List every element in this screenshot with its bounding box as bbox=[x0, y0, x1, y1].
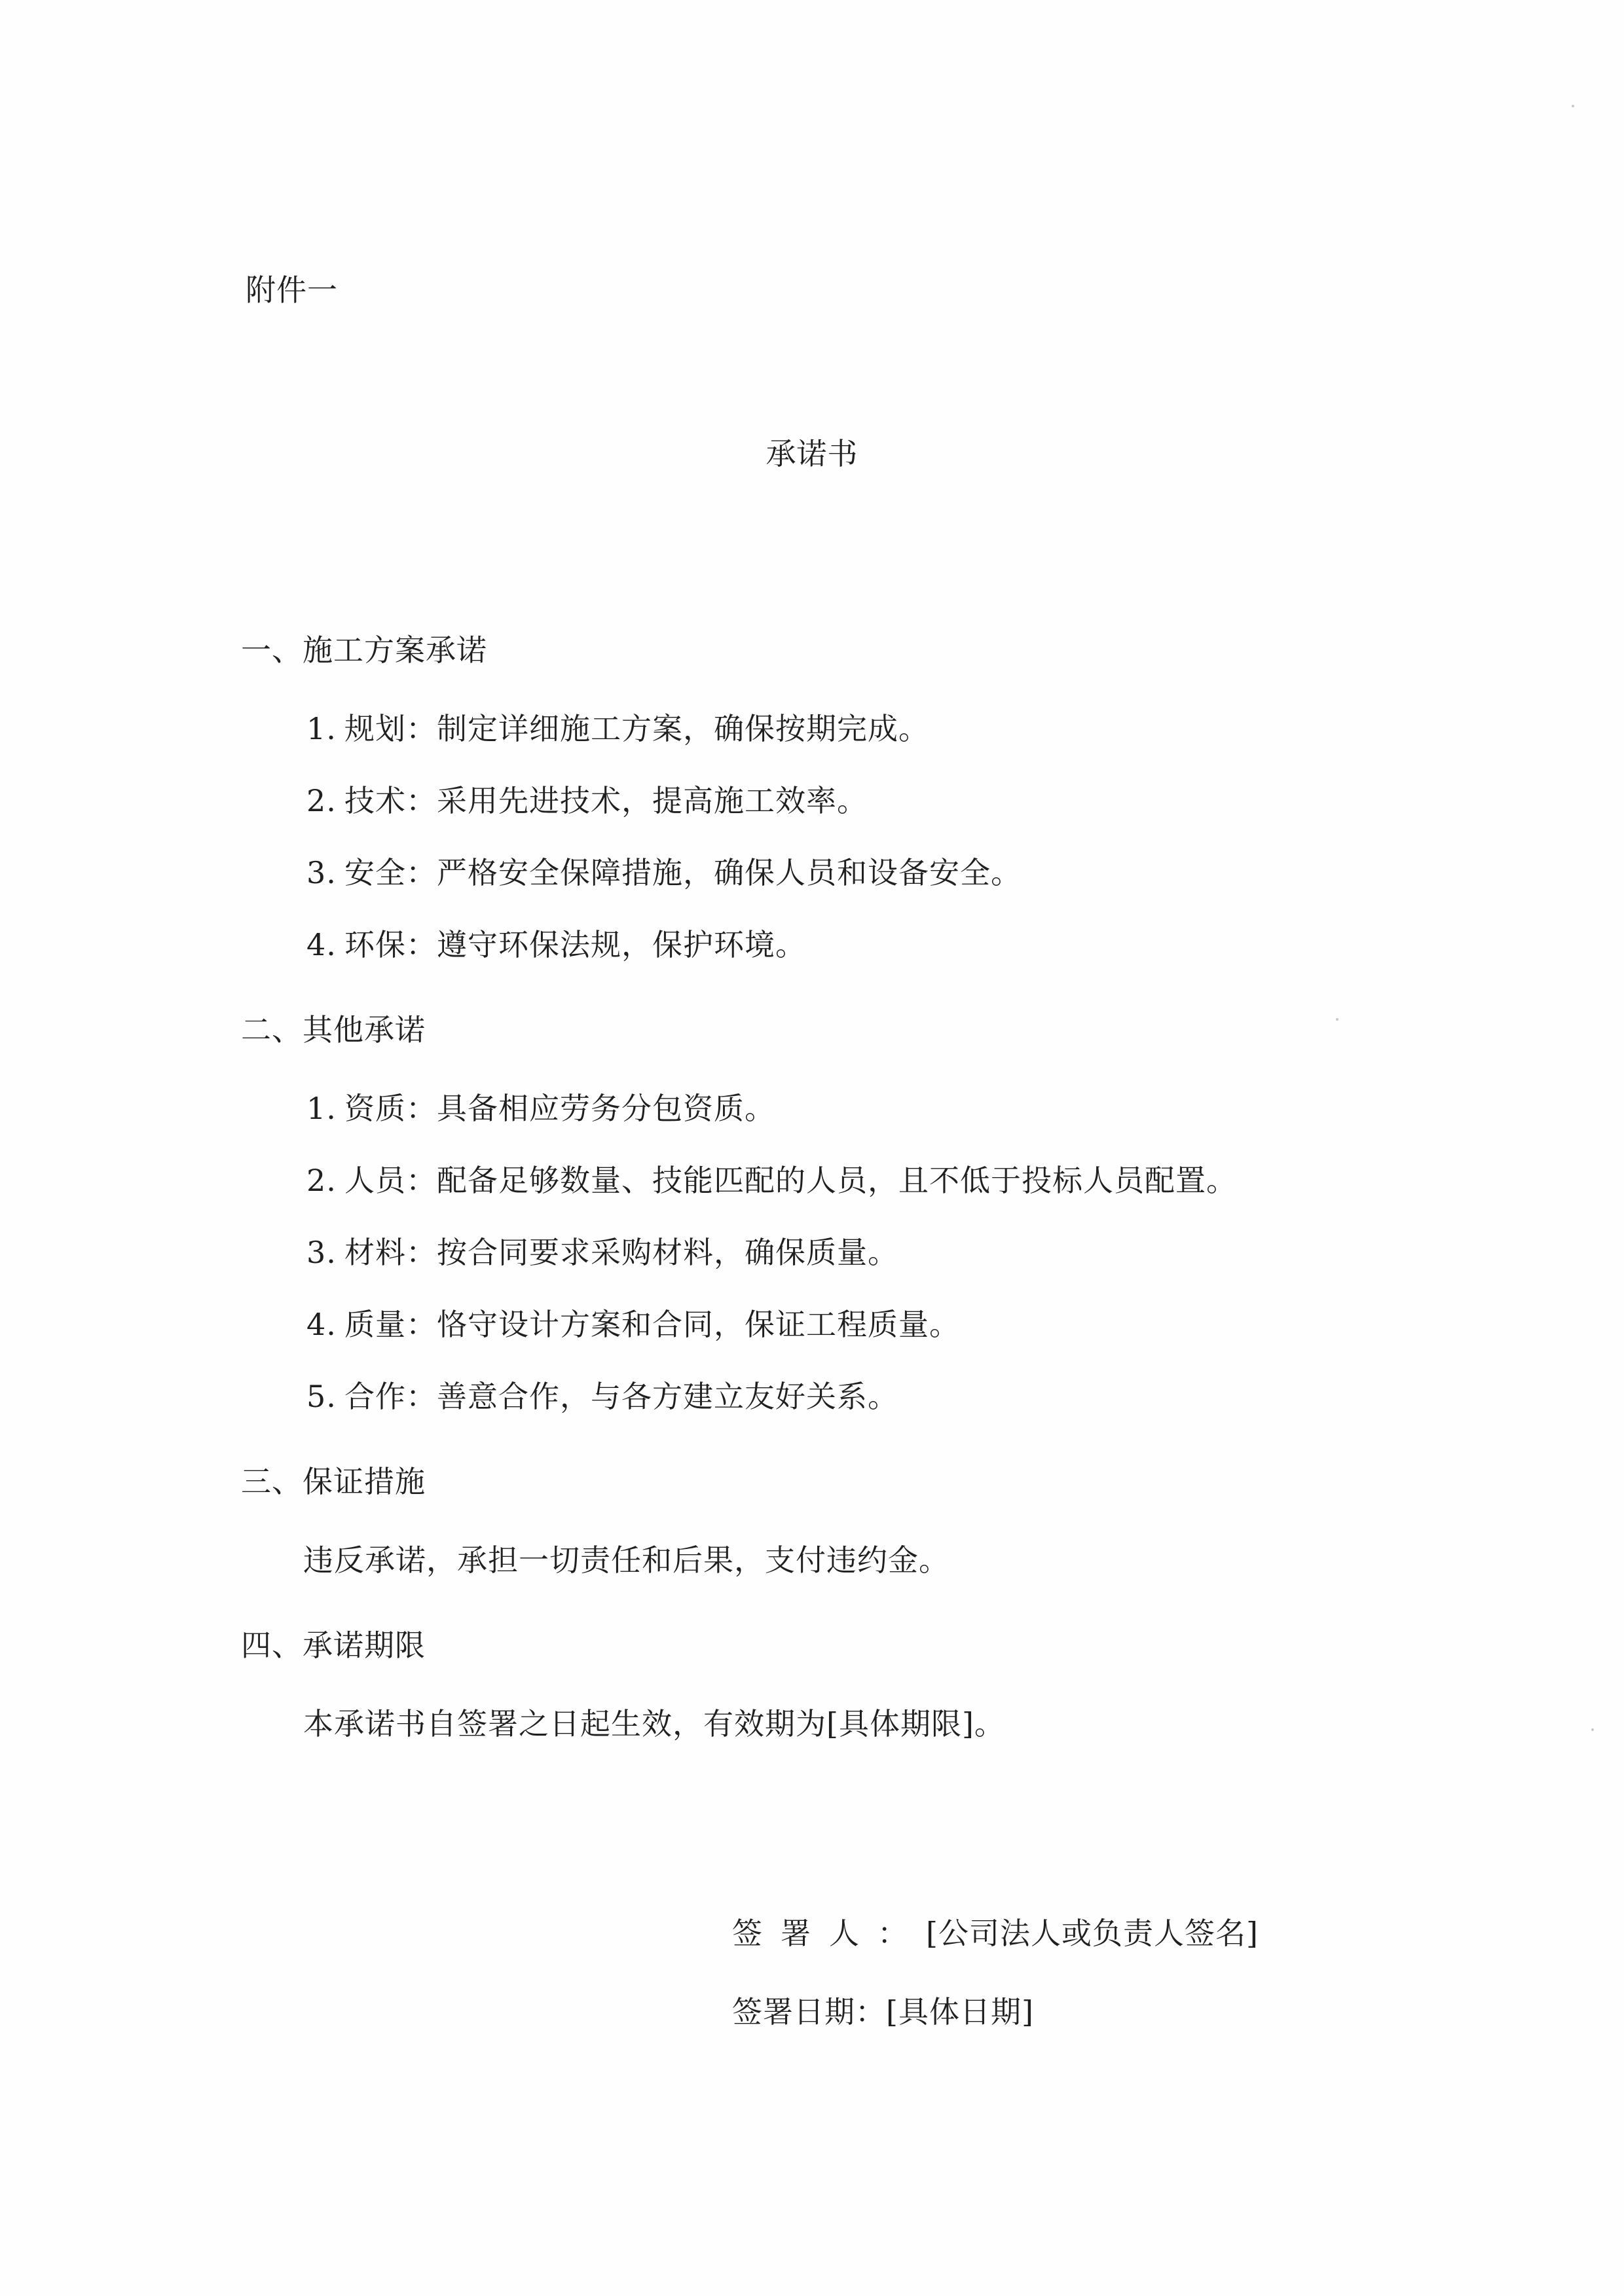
signer-value: [公司法人或负责人签名] bbox=[926, 1916, 1259, 1951]
sign-date-value: [具体日期] bbox=[886, 1994, 1034, 2030]
signer-line bbox=[732, 1914, 1259, 1953]
item-text: 材料：按合同要求采购材料，确保质量。 bbox=[344, 1235, 898, 1270]
sign-date-label: 签署日期： bbox=[732, 1994, 886, 2030]
item-text: 合作：善意合作，与各方建立友好关系。 bbox=[344, 1379, 898, 1414]
signer-label: 签署人： bbox=[732, 1916, 926, 1951]
item-text: 人员：配备足够数量、技能匹配的人员，且不低于投标人员配置。 bbox=[344, 1163, 1237, 1198]
list-item bbox=[306, 1089, 775, 1128]
list-item bbox=[306, 709, 929, 748]
item-number: 2. bbox=[306, 1163, 337, 1198]
list-item bbox=[306, 1161, 1237, 1200]
list-item bbox=[306, 853, 1022, 892]
scan-speck bbox=[1336, 1018, 1338, 1021]
scan-speck bbox=[1572, 105, 1574, 107]
list-item bbox=[306, 1233, 898, 1272]
item-number: 3. bbox=[306, 855, 337, 890]
list-item bbox=[306, 1377, 898, 1416]
item-text: 质量：恪守设计方案和合同，保证工程质量。 bbox=[344, 1307, 960, 1342]
item-number: 1. bbox=[306, 711, 337, 746]
item-text: 资质：具备相应劳务分包资质。 bbox=[344, 1091, 775, 1126]
section-paragraph: 本承诺书自签署之日起生效，有效期为[具体期限]。 bbox=[303, 1706, 1005, 1741]
item-number: 4. bbox=[306, 1307, 337, 1342]
list-item bbox=[306, 925, 806, 964]
item-number: 3. bbox=[306, 1235, 337, 1270]
section-heading-construction-plan: 一、施工方案承诺 bbox=[241, 632, 487, 668]
list-item bbox=[306, 781, 868, 820]
item-text: 安全：严格安全保障措施，确保人员和设备安全。 bbox=[344, 855, 1022, 890]
item-text: 规划：制定详细施工方案，确保按期完成。 bbox=[344, 711, 929, 746]
section-heading-commitment-term: 四、承诺期限 bbox=[241, 1628, 426, 1663]
section-heading-other-commitments: 二、其他承诺 bbox=[241, 1012, 426, 1048]
item-number: 4. bbox=[306, 927, 337, 962]
list-item bbox=[306, 1305, 960, 1344]
item-text: 技术：采用先进技术，提高施工效率。 bbox=[344, 783, 868, 818]
scan-speck bbox=[1591, 1728, 1594, 1731]
sign-date-line bbox=[732, 1992, 1034, 2032]
attachment-label: 附件一 bbox=[246, 272, 338, 308]
section-heading-guarantee-measures: 三、保证措施 bbox=[241, 1464, 426, 1499]
item-text: 环保：遵守环保法规，保护环境。 bbox=[344, 927, 806, 962]
section-paragraph: 违反承诺，承担一切责任和后果，支付违约金。 bbox=[303, 1542, 950, 1578]
item-number: 5. bbox=[306, 1379, 337, 1414]
document-title: 承诺书 bbox=[766, 436, 858, 471]
item-number: 1. bbox=[306, 1091, 337, 1126]
item-number: 2. bbox=[306, 783, 337, 818]
